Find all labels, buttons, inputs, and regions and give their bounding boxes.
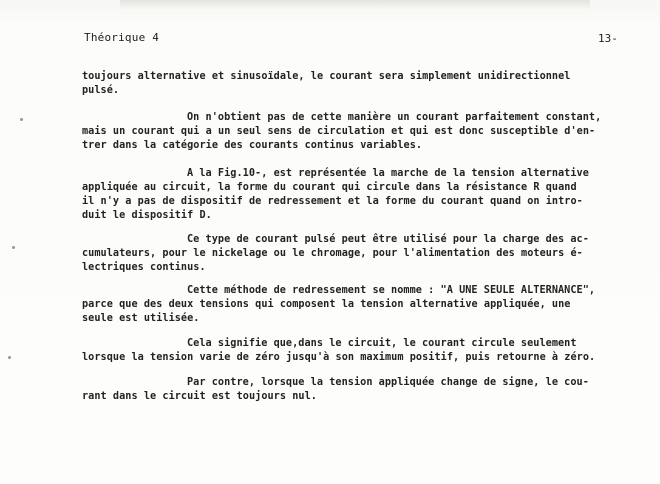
- text-line: mais un courant qui a un seul sens de circulation et qui est donc susceptible d'en-: [82, 126, 596, 137]
- paragraph-start-line: Cela signifie que,dans le circuit, le courant circule seulement: [187, 338, 577, 349]
- scan-speck: [12, 246, 15, 249]
- paragraph-start-line: On n'obtient pas de cette manière un courant parfaitement constant,: [187, 112, 602, 123]
- paragraph-start-line: Par contre, lorsque la tension appliquée change de signe, le cou-: [187, 377, 589, 388]
- text-line: il n'y a pas de dispositif de redressement et la forme du courant quand on intro-: [82, 196, 583, 207]
- text-line: appliquée au circuit, la forme du courant qui circule dans la résistance R quand: [82, 182, 577, 193]
- scan-speck: [20, 118, 23, 121]
- text-line: seule est utilisée.: [82, 313, 200, 324]
- text-line: duit le dispositif D.: [82, 210, 212, 221]
- scan-shadow: [120, 0, 590, 10]
- text-line: lorsque la tension varie de zéro jusqu'à son maximum positif, puis retourne à zéro.: [82, 352, 596, 363]
- text-line: parce que des deux tensions qui composent la tension alternative appliquée, une: [82, 299, 571, 310]
- page-header-title: Théorique 4: [84, 31, 160, 44]
- paragraph-start-line: Cette méthode de redressement se nomme : "A UNE SEULE ALTERNANCE",: [187, 285, 596, 296]
- paragraph-start-line: Ce type de courant pulsé peut être utilisé pour la charge des ac-: [187, 234, 589, 245]
- text-line: cumulateurs, pour le nickelage ou le chromage, pour l'alimentation des moteurs é-: [82, 248, 583, 259]
- paragraph-start-line: A la Fig.10-, est représentée la marche de la tension alternative: [187, 168, 589, 179]
- page-number: 13-: [598, 32, 618, 45]
- text-line: toujours alternative et sinusoïdale, le courant sera simplement unidirectionnel: [82, 71, 571, 82]
- text-line: lectriques continus.: [82, 262, 206, 273]
- text-line: trer dans la catégorie des courants continus variables.: [82, 140, 423, 151]
- scan-speck: [8, 356, 11, 359]
- text-line: rant dans le circuit est toujours nul.: [82, 391, 317, 402]
- text-line: pulsé.: [82, 85, 120, 96]
